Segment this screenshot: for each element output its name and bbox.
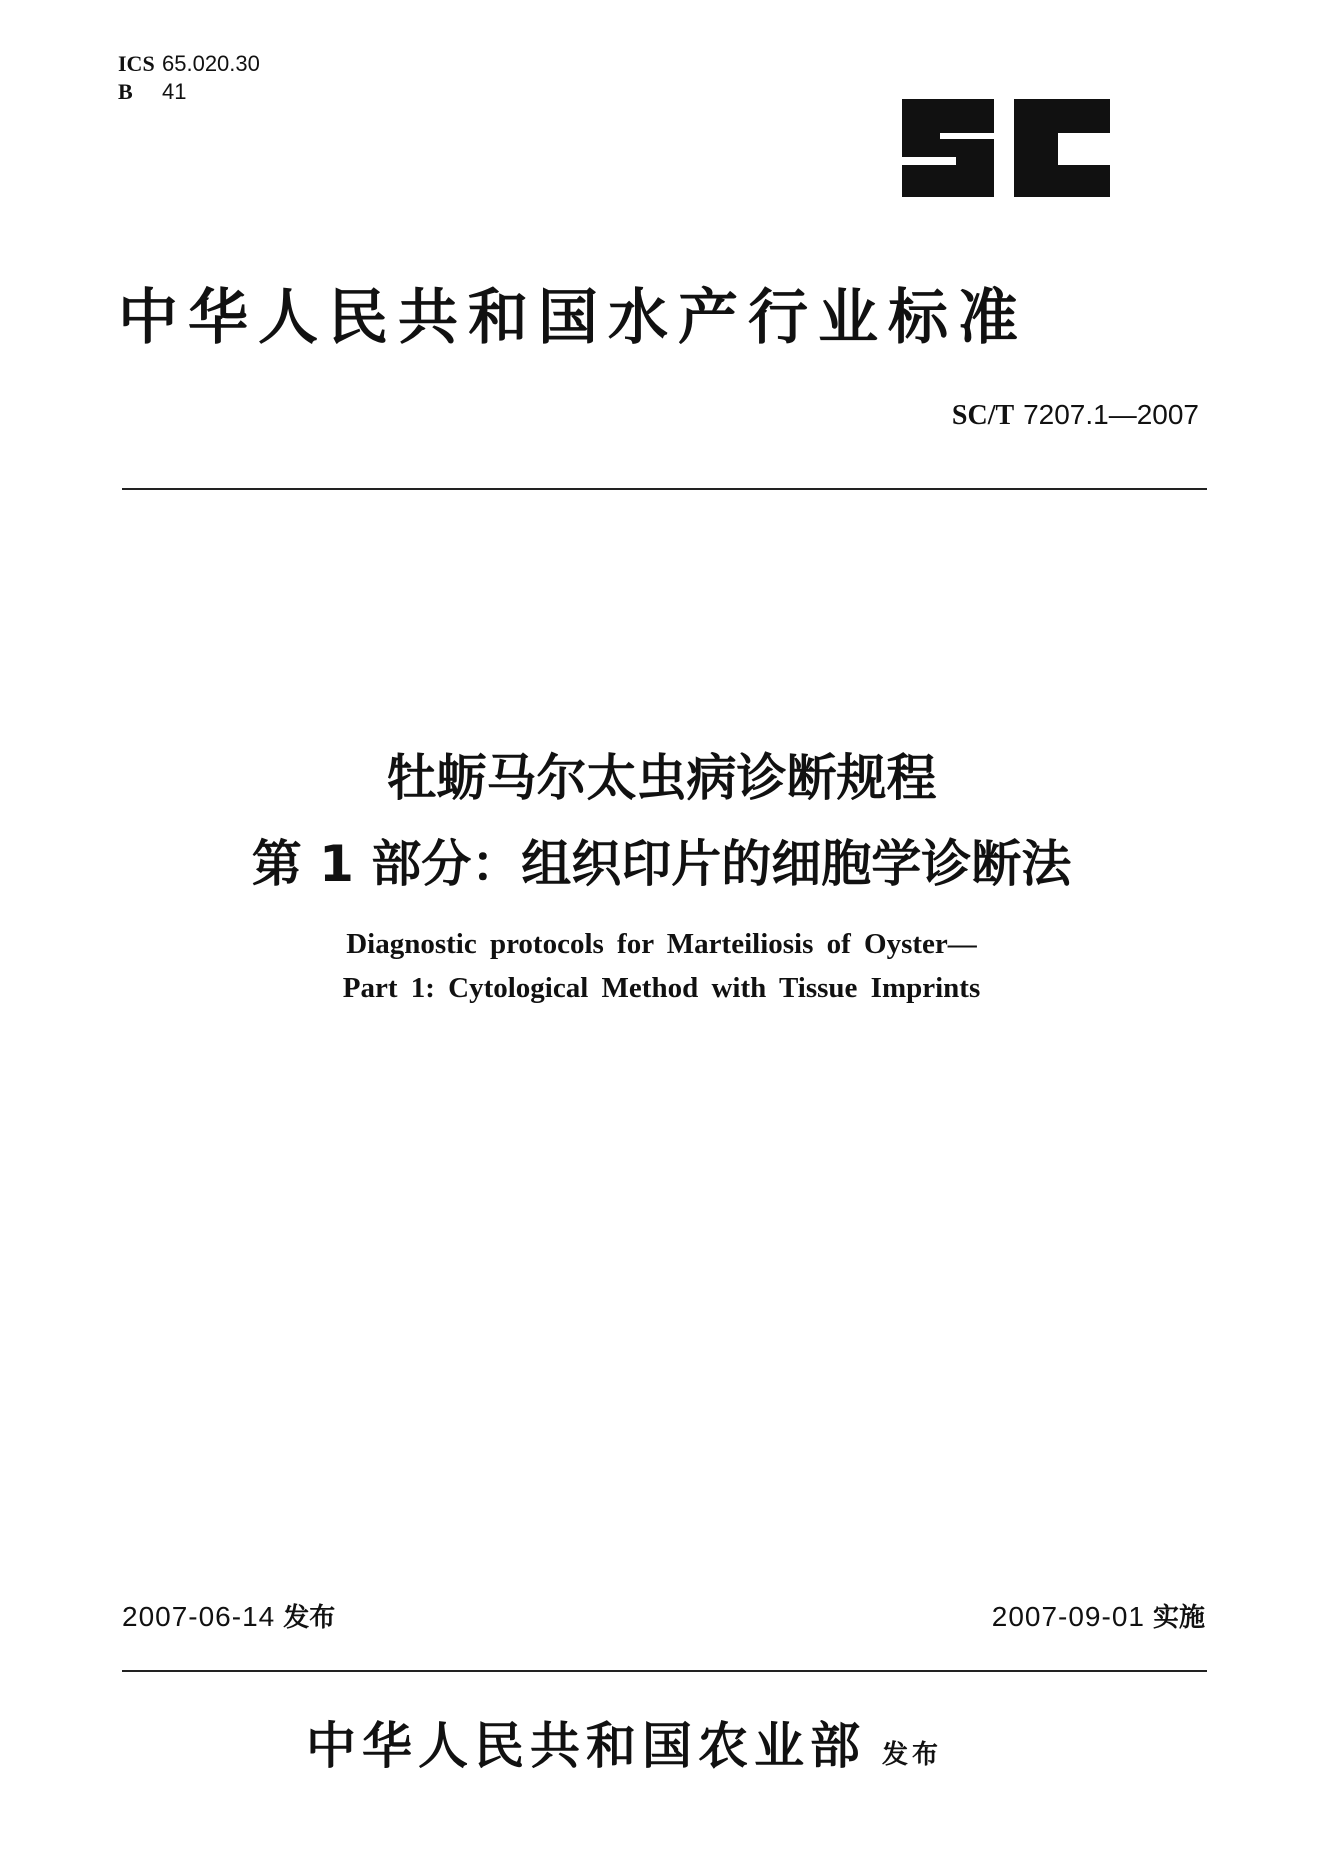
publisher-name: 中华人民共和国农业部 — [306, 1716, 866, 1775]
publisher-action: 发布 — [882, 1740, 943, 1770]
ccs-code — [118, 78, 260, 106]
issue-date-label: 发布 — [283, 1603, 336, 1633]
implement-date-value: 2007-09-01 — [991, 1601, 1145, 1632]
standard-code-number: 7207.1—2007 — [1023, 399, 1199, 430]
sc-logo — [898, 95, 1114, 201]
top-divider — [122, 488, 1207, 490]
ics-label: ICS — [118, 51, 155, 76]
bottom-divider — [122, 1670, 1207, 1672]
ics-code — [118, 50, 260, 78]
implement-date-label: 实施 — [1152, 1603, 1205, 1633]
title-en-line2: Part 1: Cytological Method with Tissue Imprints — [342, 972, 981, 1004]
issue-date-value: 2007-06-14 — [122, 1601, 276, 1632]
standard-title: 中华人民共和国水产行业标准 — [118, 283, 1028, 353]
title-cn-line1: 牡蛎马尔太虫病诊断规程 — [386, 749, 937, 807]
ics-value: 65.020.30 — [162, 51, 260, 76]
ccs-value: 41 — [162, 79, 187, 104]
standard-code — [952, 398, 1199, 432]
classification-codes — [118, 50, 260, 106]
ccs-label: B — [118, 79, 133, 104]
standard-code-prefix: SC/T — [951, 400, 1015, 431]
title-en-line1: Diagnostic protocols for Marteiliosis of Oyster— — [346, 928, 977, 960]
implement-date — [992, 1597, 1205, 1634]
issue-date — [122, 1597, 335, 1634]
title-cn-line2: 第 1 部分：组织印片的细胞学诊断法 — [251, 835, 1072, 893]
publisher — [306, 1706, 942, 1778]
